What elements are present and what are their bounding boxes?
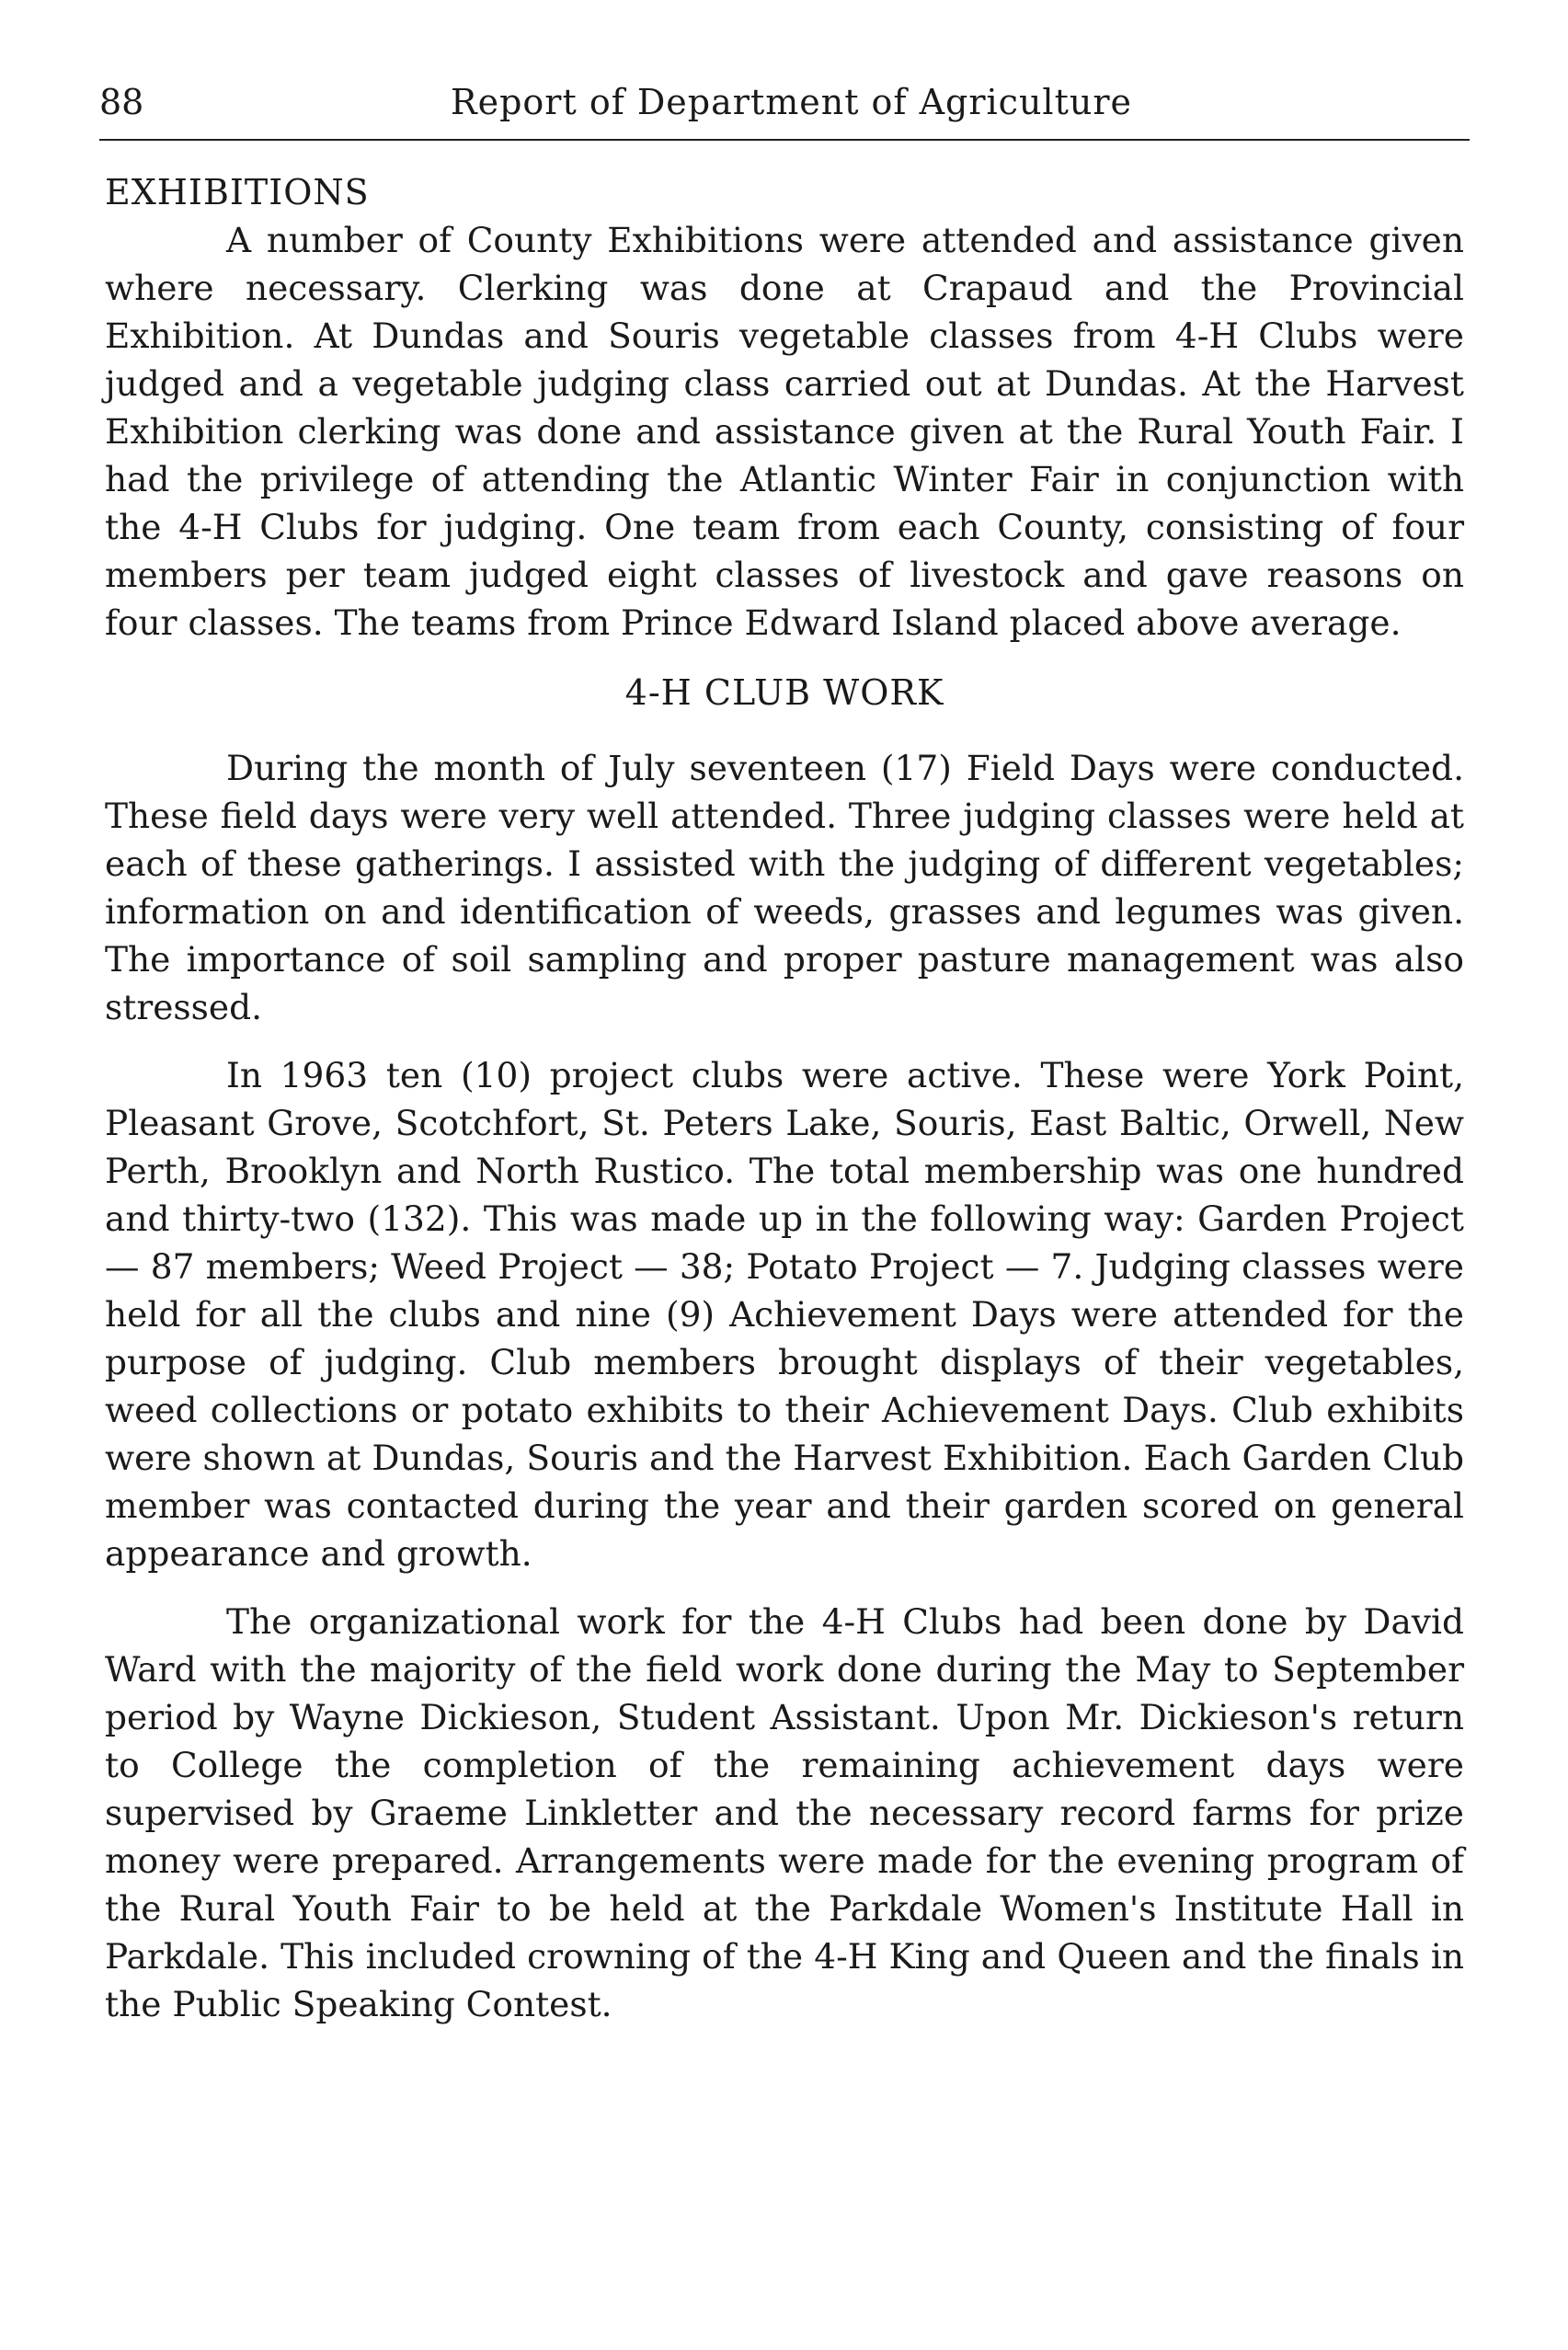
body-text xyxy=(105,168,1464,2028)
running-header xyxy=(99,79,1479,125)
organizational-work-paragraph: The organizational work for the 4-H Clubs had been done by David Ward with the majority of the field work done during the May to September period by Wayne Dickieson, Student Assistant. Upon Mr. Dickieson's return to College the completion of the remaining achievement days were supervised by Graeme Linkletter and the necessary record farms for prize money were prepared. Arrangements were made for the evening program of the Rural Youth Fair to be held at the Parkdale Women's Institute Hall in Parkdale. This included crowning of the 4-H King and Queen and the finals in the Public Speaking Contest. xyxy=(105,1601,1464,2024)
running-title: Report of Department of Agriculture xyxy=(451,82,1132,122)
club-work-heading: 4-H CLUB WORK xyxy=(624,672,944,713)
project-clubs-paragraph: In 1963 ten (10) project clubs were active. These were York Point, Pleasant Grove, Scotchfort, St. Peters Lake, Souris, East Baltic, Orwell, New Perth, Brooklyn and North Rustico. The total membership was one hundred and thirty-two (132). This was made up in the following way: Garden Project — 87 members; Weed Project — 38; Potato Project — 7. Judging classes were held for all the clubs and nine (9) Achievement Days were attended for the purpose of judging. Club members brought displays of their vegetables, weed collections or potato exhibits to their Achievement Days. Club exhibits were shown at Dundas, Souris and the Harvest Exhibition. Each Garden Club member was contacted during the year and their garden scored on general appearance and growth. xyxy=(105,1055,1464,1574)
exhibitions-heading: EXHIBITIONS xyxy=(105,172,370,212)
header-rule xyxy=(99,139,1470,141)
page-number: 88 xyxy=(99,82,144,122)
exhibitions-paragraph: A number of County Exhibitions were attended and assistance given where necessary. Clerking was done at Crapaud and the Provincial Exhibition. At Dundas and Souris vegetable classes from 4-H Clubs were judged and a vegetable judging class carried out at Dundas. At the Harvest Exhibition clerking was done and assistance given at the Rural Youth Fair. I had the privilege of attending the Atlantic Winter Fair in conjunction with the 4-H Clubs for judging. One team from each County, consisting of four members per team judged eight classes of livestock and gave reasons on four classes. The teams from Prince Edward Island placed above average. xyxy=(105,220,1464,643)
field-days-paragraph: During the month of July seventeen (17) Field Days were conducted. These field days were very well attended. Three judging classes were held at each of these gatherings. I assisted with the judging of different vegetables; information on and identification of weeds, grasses and legumes was given. The importance of soil sampling and proper pasture management was also stressed. xyxy=(105,748,1464,1027)
